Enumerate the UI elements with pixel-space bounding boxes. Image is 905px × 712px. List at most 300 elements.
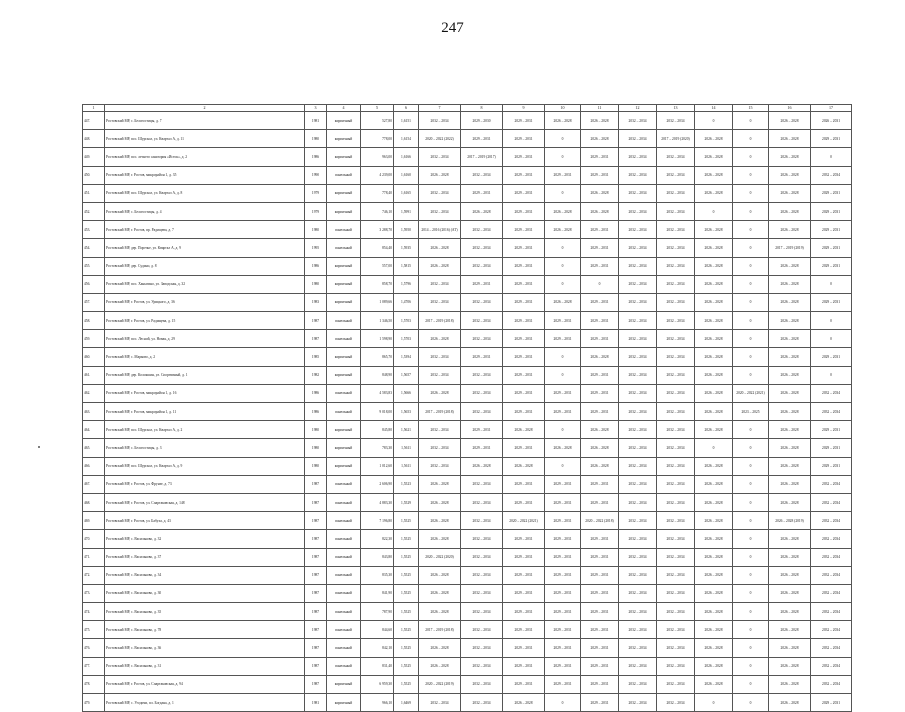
table-cell: 0 (545, 694, 581, 712)
table-cell: 1980 (305, 457, 327, 475)
table-cell: 1987 (305, 330, 327, 348)
table-cell: 2032 – 2034 (811, 403, 852, 421)
table-cell: 2032 – 2034 (657, 366, 695, 384)
table-cell: 2029 – 2031 (811, 184, 852, 202)
column-number-header: 4 (327, 105, 361, 112)
table-cell: 2029 – 2031 (503, 184, 545, 202)
table-cell: 1,5653 (394, 403, 419, 421)
table-cell: 2029 – 2031 (811, 457, 852, 475)
column-number-header: 6 (394, 105, 419, 112)
table-cell: кирпичный (327, 275, 361, 293)
table-cell: Ростовский МР, с. Васильково, д. 35 (105, 603, 305, 621)
table-cell: 460. (83, 348, 105, 366)
table-cell: 2026 – 2028 (503, 457, 545, 475)
table-row (83, 384, 852, 402)
table-cell: 2032 – 2034 (657, 584, 695, 602)
table-cell: 1,5621 (394, 421, 419, 439)
table-cell: 456. (83, 275, 105, 293)
table-cell: 0 (733, 603, 769, 621)
table-cell: 2026 – 2028 (769, 457, 811, 475)
table-cell: 841,90 (361, 584, 394, 602)
table-cell: 2029 – 2031 (545, 584, 581, 602)
table-cell: 0 (811, 148, 852, 166)
table-cell: 2032 – 2034 (419, 293, 461, 311)
table-cell: 2032 – 2034 (619, 312, 657, 330)
table-cell: 0 (811, 366, 852, 384)
table-cell: кирпичный (327, 112, 361, 130)
table-cell: 2029 – 2031 (545, 621, 581, 639)
table-cell: 2026 – 2028 (769, 293, 811, 311)
table-cell: 2026 – 2028 (769, 675, 811, 693)
table-cell: 2032 – 2034 (619, 148, 657, 166)
table-cell: кирпичный (327, 457, 361, 475)
table-row (83, 366, 852, 384)
table-cell: 842,10 (361, 639, 394, 657)
table-cell: 1987 (305, 512, 327, 530)
table-cell: 1,5525 (394, 512, 419, 530)
table-cell: 1,5611 (394, 457, 419, 475)
table-cell: 0 (545, 457, 581, 475)
table-cell: 2029 – 2031 (545, 639, 581, 657)
table-cell: 1,5529 (394, 493, 419, 511)
table-cell: 2029 – 2031 (503, 148, 545, 166)
table-cell: 787,90 (361, 603, 394, 621)
table-cell: 2026 – 2028 (581, 130, 619, 148)
table-cell: 1987 (305, 475, 327, 493)
table-cell: 2032 – 2034 (619, 694, 657, 712)
table-cell: кирпичный (327, 366, 361, 384)
table-cell: Ростовский МР, дер. Судино, д. 8 (105, 257, 305, 275)
table-row (83, 675, 852, 693)
table-cell: 2026 – 2028 (503, 421, 545, 439)
table-cell: 2032 – 2034 (657, 312, 695, 330)
table-cell: 2026 – 2028 (545, 202, 581, 220)
table-cell: панельный (327, 639, 361, 657)
table-cell: 2032 – 2034 (657, 457, 695, 475)
column-number-header: 3 (305, 105, 327, 112)
table-cell: 2020 – 2022 (2020) (419, 548, 461, 566)
table-cell: панельный (327, 475, 361, 493)
table-cell: 0 (733, 694, 769, 712)
table-cell: панельный (327, 239, 361, 257)
table-cell: 2032 – 2034 (619, 548, 657, 566)
page-number: 247 (441, 20, 464, 36)
table-cell: 2026 – 2028 (419, 657, 461, 675)
table-cell: 1987 (305, 493, 327, 511)
table-cell: 2026 – 2028 (695, 293, 733, 311)
table-cell: 2032 – 2034 (811, 566, 852, 584)
table-cell: 2026 – 2028 (769, 312, 811, 330)
table-cell: 557,00 (361, 257, 394, 275)
column-number-header: 5 (361, 105, 394, 112)
table-cell: Ростовский МР, г. Ростов, микрорайон 1, д. 16 (105, 384, 305, 402)
table-cell: 2029 – 2031 (811, 694, 852, 712)
table-cell: 2029 – 2031 (461, 421, 503, 439)
table-cell: 1,5796 (394, 275, 419, 293)
table-cell: 848,90 (361, 366, 394, 384)
column-number-header: 11 (581, 105, 619, 112)
table-cell: 1 598,90 (361, 330, 394, 348)
table-cell: 2026 – 2028 (419, 512, 461, 530)
table-cell: Ростовский МР, г. Ростов, ул. Бабуха, д. 43 (105, 512, 305, 530)
table-row (83, 694, 852, 712)
table-cell: 2026 – 2028 (769, 639, 811, 657)
table-cell: 0 (733, 493, 769, 511)
table-row (83, 239, 852, 257)
table-cell: 1,5666 (394, 384, 419, 402)
table-row (83, 566, 852, 584)
table-cell: Ростовский МР, г. Ростов, пр. Радищева, д. 7 (105, 221, 305, 239)
table-cell: 2029 – 2031 (503, 293, 545, 311)
table-cell: 2026 – 2028 (581, 184, 619, 202)
table-cell: 2029 – 2031 (545, 512, 581, 530)
table-cell: 2032 – 2034 (619, 239, 657, 257)
table-cell: 2032 – 2034 (619, 403, 657, 421)
table-cell: 2032 – 2034 (419, 694, 461, 712)
table-cell: Ростовский МР, с. Васильково, д. 30 (105, 584, 305, 602)
table-cell: 2029 – 2031 (545, 675, 581, 693)
table-cell: 1987 (305, 312, 327, 330)
table-cell: 2026 – 2028 (545, 221, 581, 239)
table-cell: 1,5525 (394, 675, 419, 693)
table-row (83, 148, 852, 166)
table-cell: 2026 – 2028 (695, 257, 733, 275)
table-cell: 0 (733, 112, 769, 130)
table-cell: 2026 – 2028 (769, 184, 811, 202)
table-cell: 1,5991 (394, 202, 419, 220)
table-cell: 2029 – 2031 (503, 221, 545, 239)
table-cell: 471. (83, 548, 105, 566)
table-cell: 2029 – 2031 (461, 184, 503, 202)
table-row (83, 221, 852, 239)
table-cell: 2032 – 2034 (657, 493, 695, 511)
table-cell: 468. (83, 493, 105, 511)
table-cell: 2026 – 2028 (769, 566, 811, 584)
table-cell: панельный (327, 584, 361, 602)
table-cell: Ростовский МР, с. Васильково, д. 34 (105, 566, 305, 584)
table-cell: 2029 – 2031 (503, 675, 545, 693)
table-cell: 2026 – 2028 (461, 457, 503, 475)
table-cell: 2032 – 2034 (461, 548, 503, 566)
table-cell: 2029 – 2031 (545, 384, 581, 402)
table-cell: 2029 – 2031 (503, 548, 545, 566)
table-cell: 2032 – 2034 (657, 421, 695, 439)
table-cell: 0 (733, 130, 769, 148)
table-cell: 2026 – 2028 (545, 112, 581, 130)
table-cell: 2026 – 2028 (695, 548, 733, 566)
table-cell: 1987 (305, 621, 327, 639)
table-cell: 2026 – 2028 (695, 330, 733, 348)
column-number-header: 7 (419, 105, 461, 112)
table-cell: 454. (83, 239, 105, 257)
table-cell: 2026 – 2028 (695, 148, 733, 166)
table-cell: 2032 – 2034 (461, 257, 503, 275)
table-cell: 2017 – 2019 (2019) (769, 239, 811, 257)
table-cell: 2026 – 2028 (769, 275, 811, 293)
table-cell: 2029 – 2031 (503, 639, 545, 657)
table-cell: 1,5611 (394, 439, 419, 457)
table-cell: 0 (733, 675, 769, 693)
table-cell: кирпичный (327, 202, 361, 220)
table-cell: 0 (733, 366, 769, 384)
table-cell: 2032 – 2034 (461, 166, 503, 184)
table-cell: 2032 – 2034 (619, 221, 657, 239)
table-cell: 2032 – 2034 (619, 257, 657, 275)
table-cell: 0 (733, 657, 769, 675)
table-cell: 2026 – 2028 (419, 384, 461, 402)
table-cell: 2032 – 2034 (619, 566, 657, 584)
table-cell: 2017 – 2019 (2018) (419, 312, 461, 330)
table-cell: 2026 – 2028 (769, 548, 811, 566)
table-cell: 1,6160 (394, 166, 419, 184)
table-row (83, 548, 852, 566)
table-cell: 2032 – 2034 (657, 221, 695, 239)
table-cell: 2029 – 2031 (581, 621, 619, 639)
table-cell: 1987 (305, 548, 327, 566)
table-cell: панельный (327, 166, 361, 184)
table-cell: 1981 (305, 112, 327, 130)
table-cell: 2026 – 2028 (581, 202, 619, 220)
table-cell: 2032 – 2034 (811, 475, 852, 493)
table-cell: 2032 – 2034 (657, 475, 695, 493)
table-cell: 1987 (305, 639, 327, 657)
table-cell: 1979 (305, 184, 327, 202)
table-cell: 2029 – 2031 (503, 384, 545, 402)
column-number-header: 14 (695, 105, 733, 112)
table-cell: 2029 – 2031 (545, 312, 581, 330)
table-cell: 2026 – 2028 (769, 530, 811, 548)
table-cell: Ростовский МР, дер. Колокшин, ул. Спортивный, д. 1 (105, 366, 305, 384)
table-cell: 0 (733, 548, 769, 566)
table-cell: 2017 – 2019 (2018) (419, 403, 461, 421)
table-cell: 2026 – 2028 (769, 257, 811, 275)
table-cell: 2029 – 2031 (503, 130, 545, 148)
table-cell: 2029 – 2031 (503, 202, 545, 220)
table-cell: 2032 – 2034 (619, 293, 657, 311)
table-cell: 1,5935 (394, 239, 419, 257)
table-cell: 2032 – 2034 (811, 675, 852, 693)
table-cell: 2029 – 2031 (811, 130, 852, 148)
table-cell: 0 (733, 475, 769, 493)
column-number-header: 16 (769, 105, 811, 112)
table-row (83, 202, 852, 220)
table-cell: 2032 – 2034 (461, 366, 503, 384)
table-cell: 0 (733, 239, 769, 257)
table-cell: 2026 – 2028 (461, 202, 503, 220)
table-row (83, 257, 852, 275)
table-cell: 2032 – 2034 (461, 312, 503, 330)
table-cell: Ростовский МР, с. Белогостицы, д. 7 (105, 112, 305, 130)
table-cell: 2032 – 2034 (811, 530, 852, 548)
table-cell: Ростовский МР, г. Ростов, ул. Урицкого, д. 36 (105, 293, 305, 311)
table-cell: 0 (733, 584, 769, 602)
table-cell: 2029 – 2031 (581, 694, 619, 712)
table-cell: 447. (83, 112, 105, 130)
table-cell: 2029 – 2031 (503, 566, 545, 584)
column-number-header: 10 (545, 105, 581, 112)
table-cell: панельный (327, 621, 361, 639)
table-cell: 2032 – 2034 (657, 239, 695, 257)
table-cell: 2032 – 2034 (619, 457, 657, 475)
table-cell: Ростовский МР, с. Марково, д. 2 (105, 348, 305, 366)
table-cell: 854,40 (361, 239, 394, 257)
table-row (83, 312, 852, 330)
table-cell: 2032 – 2034 (419, 148, 461, 166)
table-cell: 1987 (305, 675, 327, 693)
table-cell: 2032 – 2034 (619, 130, 657, 148)
table-cell: 2032 – 2034 (461, 330, 503, 348)
table-cell: 2029 – 2031 (581, 548, 619, 566)
column-number-header: 9 (503, 105, 545, 112)
table-cell: 2029 – 2031 (581, 166, 619, 184)
table-cell: 2032 – 2034 (657, 512, 695, 530)
table-cell: 778,40 (361, 184, 394, 202)
table-cell: 2029 – 2031 (503, 493, 545, 511)
table-cell: 1 089,66 (361, 293, 394, 311)
table-cell: 0 (545, 275, 581, 293)
table-cell: 1981 (305, 694, 327, 712)
table-cell: 2032 – 2034 (657, 348, 695, 366)
table-cell: Ростовский МР, пос. Шурскол, ул. Квартал А, д. 8 (105, 184, 305, 202)
table-cell: 2026 – 2028 (769, 694, 811, 712)
table-cell: 2026 – 2028 (419, 639, 461, 657)
table-cell: 0 (733, 348, 769, 366)
table-cell: 858,70 (361, 275, 394, 293)
table-cell: 783,30 (361, 439, 394, 457)
table-cell: 2032 – 2034 (619, 639, 657, 657)
table-row (83, 621, 852, 639)
table-cell: 4 583,83 (361, 384, 394, 402)
table-cell: кирпичный (327, 421, 361, 439)
table-cell: 2029 – 2031 (811, 348, 852, 366)
table-cell: 0 (733, 293, 769, 311)
table-cell: 2029 – 2031 (503, 439, 545, 457)
table-cell: 2032 – 2034 (619, 330, 657, 348)
table-cell: 459. (83, 330, 105, 348)
table-cell: 2026 – 2028 (695, 475, 733, 493)
table-cell: панельный (327, 330, 361, 348)
table-row (83, 584, 852, 602)
table-cell: 4 883,30 (361, 493, 394, 511)
table-cell: 2032 – 2034 (657, 148, 695, 166)
table-cell: 2032 – 2034 (811, 493, 852, 511)
table-cell: 2032 – 2034 (619, 621, 657, 639)
table-cell: 2026 – 2028 (419, 257, 461, 275)
table-cell: 2029 – 2031 (503, 530, 545, 548)
table-cell: 2026 – 2028 (769, 475, 811, 493)
table-cell: 2029 – 2031 (581, 603, 619, 621)
table-cell: 1995 (305, 239, 327, 257)
table-cell: 2014 – 2016 (2016) (АТ) (419, 221, 461, 239)
table-cell: 1,5950 (394, 221, 419, 239)
table-cell: 1,4706 (394, 293, 419, 311)
table-cell: 2029 – 2031 (545, 403, 581, 421)
table-cell: 2032 – 2034 (419, 348, 461, 366)
table-cell: 2026 – 2028 (769, 439, 811, 457)
table-cell: Ростовский МР, с. Васильково, д. 36 (105, 639, 305, 657)
table-cell: 1986 (305, 384, 327, 402)
table-cell: 746,10 (361, 202, 394, 220)
table-cell: 2032 – 2034 (657, 112, 695, 130)
table-cell: 2029 – 2031 (503, 348, 545, 366)
table-cell: 2032 – 2034 (657, 202, 695, 220)
table-cell: 2026 – 2028 (769, 621, 811, 639)
table-cell: 2029 – 2031 (503, 312, 545, 330)
table-cell: 2020 – 2022 (2021) (733, 384, 769, 402)
table-row (83, 130, 852, 148)
column-number-header: 13 (657, 105, 695, 112)
table-cell: Ростовский МР, с. Белогостицы, д. 3 (105, 439, 305, 457)
table-row (83, 457, 852, 475)
table-cell: панельный (327, 657, 361, 675)
table-cell: 2032 – 2034 (461, 384, 503, 402)
table-cell: 2032 – 2034 (619, 384, 657, 402)
table-cell: 1 346,50 (361, 312, 394, 330)
table-cell: 2032 – 2034 (461, 639, 503, 657)
table-cell: 1980 (305, 421, 327, 439)
table-cell: 2032 – 2034 (461, 493, 503, 511)
table-cell: 2026 – 2028 (581, 439, 619, 457)
table-row (83, 493, 852, 511)
table-cell: 451. (83, 184, 105, 202)
table-cell: 1,5525 (394, 621, 419, 639)
table-cell: 2026 – 2028 (695, 275, 733, 293)
table-row (83, 421, 852, 439)
table-cell: Ростовский МР, с. Белогостицы, д. 4 (105, 202, 305, 220)
table-cell: 2029 – 2031 (581, 366, 619, 384)
table-cell: 2026 – 2028 (695, 584, 733, 602)
table-cell: 2026 – 2028 (695, 493, 733, 511)
table-cell: 2032 – 2034 (657, 694, 695, 712)
table-cell: панельный (327, 312, 361, 330)
table-cell: 2032 – 2034 (811, 384, 852, 402)
column-number-header: 1 (83, 105, 105, 112)
table-cell: 1,5523 (394, 475, 419, 493)
table-cell: 2032 – 2034 (619, 475, 657, 493)
table-cell: 2032 – 2034 (811, 639, 852, 657)
table-cell: 2032 – 2034 (461, 530, 503, 548)
table-cell: 2026 – 2028 (695, 348, 733, 366)
table-cell: 1,5525 (394, 584, 419, 602)
table-cell: 527,80 (361, 112, 394, 130)
margin-dot (38, 446, 40, 448)
table-row (83, 348, 852, 366)
table-cell: 2032 – 2034 (657, 293, 695, 311)
table-cell: 2032 – 2034 (657, 530, 695, 548)
table-cell: 0 (811, 330, 852, 348)
table-cell: 0 (581, 275, 619, 293)
table-cell: 0 (733, 275, 769, 293)
table-cell: 2026 – 2028 (695, 221, 733, 239)
table-cell: 2029 – 2031 (503, 475, 545, 493)
table-cell: 1987 (305, 530, 327, 548)
table-cell: 0 (733, 202, 769, 220)
table-cell: 2032 – 2034 (811, 621, 852, 639)
table-cell: 2026 – 2028 (695, 621, 733, 639)
table-row (83, 184, 852, 202)
table-cell: 1,5525 (394, 639, 419, 657)
table-cell: 2026 – 2028 (545, 439, 581, 457)
table-row (83, 439, 852, 457)
table-cell: 843,80 (361, 548, 394, 566)
table-cell: 2026 – 2028 (695, 421, 733, 439)
table-cell: 2029 – 2031 (503, 257, 545, 275)
table-cell: Ростовский МР, пос. Ханыгино, ул. Заводская, д. 32 (105, 275, 305, 293)
table-cell: 2029 – 2031 (581, 657, 619, 675)
table-cell: 2032 – 2034 (619, 366, 657, 384)
table-cell: 2032 – 2034 (461, 512, 503, 530)
table-cell: 2029 – 2031 (581, 493, 619, 511)
